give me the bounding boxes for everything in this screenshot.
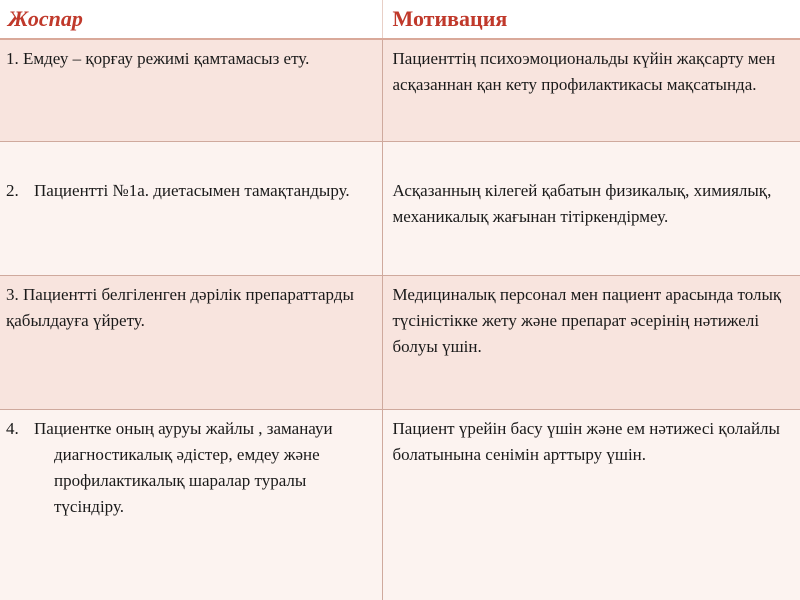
plan-number: 2. <box>6 180 19 200</box>
table-row <box>0 39 800 141</box>
plan-text: Пациентті №1а. диетасымен тамақтандыру. <box>34 180 350 200</box>
motivation-cell: Пациент үрейін басу үшін және ем нәтижесі қолайлы болатынына сенімін арттыру үшін. <box>382 409 800 600</box>
plan-cell: 3. Пациентті белгіленген дәрілік препараттарды қабылдауға үйрету. <box>0 275 382 409</box>
motivation-cell: Медициналық персонал мен пациент арасында толық түсіністікке жету және препарат әсерінің нәтижелі болуы үшін. <box>382 275 800 409</box>
header-plan: Жоспар <box>0 0 382 39</box>
plan-hanging-text <box>6 416 376 520</box>
plan-text: Пациентке оның ауруы жайлы , заманауи диагностикалық әдістер, емдеу және профилактикалық шаралар туралы түсіндіру. <box>34 418 333 516</box>
plan-hanging-text <box>6 178 376 204</box>
table-row <box>0 275 800 409</box>
plan-cell: 1. Емдеу – қорғау режимі қамтамасыз ету. <box>0 39 382 141</box>
table-row <box>0 409 800 600</box>
plan-cell <box>0 141 382 275</box>
plan-number: 4. <box>6 418 19 438</box>
header-motivation: Мотивация <box>382 0 800 39</box>
table-row <box>0 141 800 275</box>
motivation-cell: Асқазанның кілегей қабатын физикалық, химиялық, механикалық жағынан тітіркендірмеу. <box>382 141 800 275</box>
motivation-cell: Пациенттің психоэмоциональды күйін жақсарту мен асқазаннан қан кету профилактикасы мақсатында. <box>382 39 800 141</box>
plan-cell <box>0 409 382 600</box>
table-header-row <box>0 0 800 39</box>
